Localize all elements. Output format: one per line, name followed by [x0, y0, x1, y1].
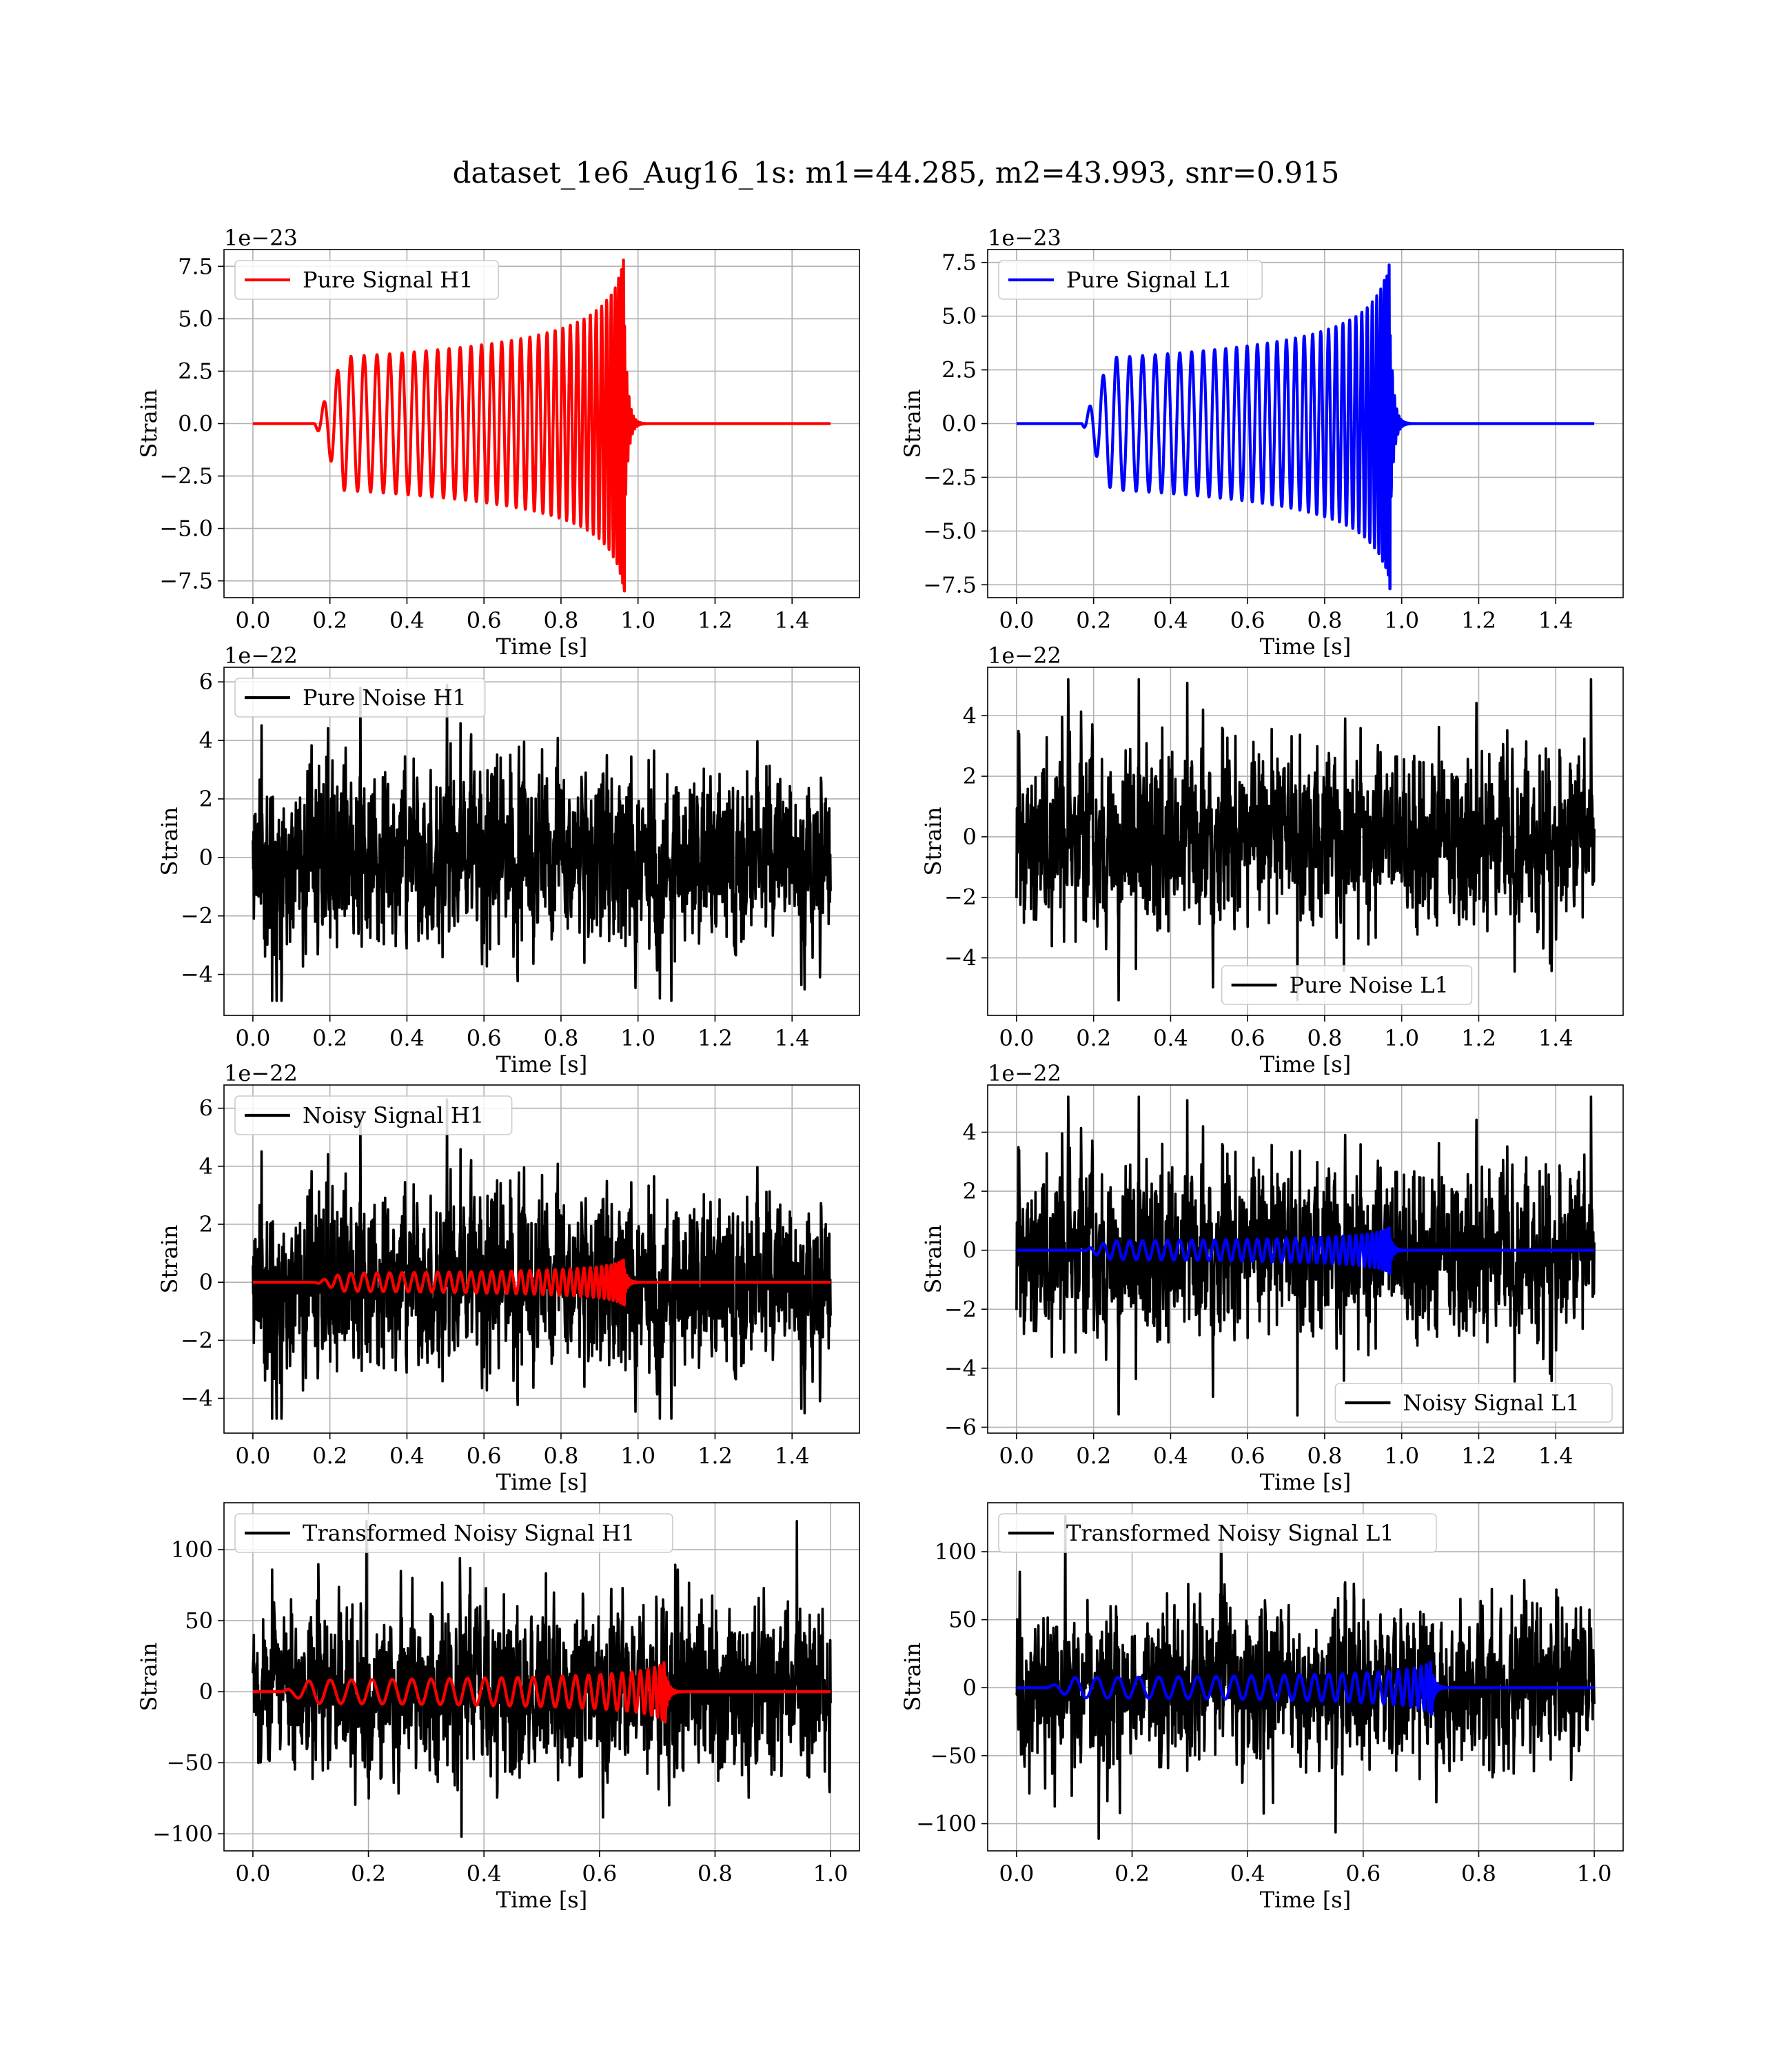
x-tick-label: 1.4	[774, 1025, 810, 1051]
x-tick-label: 0.6	[1230, 1025, 1265, 1051]
subplot-transformed-noisy-signal-h1	[136, 1503, 859, 1913]
legend-label: Noisy Signal H1	[303, 1102, 485, 1128]
y-axis-label: Strain	[920, 807, 946, 876]
x-tick-label: 0.0	[999, 607, 1035, 633]
y-tick-label: −4	[180, 1385, 213, 1412]
legend	[1335, 1383, 1612, 1422]
x-tick-label: 0.8	[1307, 1443, 1343, 1469]
y-tick-label: 5.0	[178, 305, 213, 332]
y-axis-label: Strain	[156, 1224, 183, 1294]
x-tick-label: 1.2	[698, 1025, 733, 1051]
plot-area	[253, 260, 831, 591]
x-axis-label: Time [s]	[496, 1887, 588, 1913]
x-tick-label: 0.0	[999, 1025, 1035, 1051]
y-tick-label: 4	[962, 1119, 977, 1146]
series-line-transformed-noisy-signal-l1	[1017, 1517, 1594, 1839]
x-tick-label: 1.0	[620, 1025, 656, 1051]
y-tick-label: −2	[180, 1327, 213, 1354]
subplot-pure-noise-h1	[156, 642, 859, 1077]
x-axis-label: Time [s]	[1259, 1887, 1352, 1913]
x-tick-label: 0.2	[1076, 1443, 1112, 1469]
x-tick-label: 0.0	[999, 1443, 1035, 1469]
x-tick-label: 0.4	[1152, 1025, 1188, 1051]
y-tick-label: 0	[198, 1679, 213, 1705]
legend-label: Pure Signal H1	[303, 267, 474, 293]
y-tick-label: 2	[198, 785, 213, 812]
x-axis-label: Time [s]	[1259, 1051, 1352, 1077]
x-tick-label: 0.8	[1461, 1861, 1496, 1887]
x-tick-label: 0.0	[235, 1861, 271, 1887]
legend	[235, 678, 485, 717]
x-tick-label: 1.0	[1576, 1861, 1612, 1887]
plot-area	[1017, 265, 1594, 589]
plot-area	[253, 685, 831, 1001]
x-tick-label: 0.2	[312, 607, 348, 633]
x-tick-label: 0.4	[1230, 1861, 1265, 1887]
x-axis-label: Time [s]	[1259, 633, 1352, 660]
series-line-noisy-signal-l1	[1017, 1097, 1594, 1415]
y-offset-text: 1e−23	[224, 225, 298, 251]
x-tick-label: 0.4	[389, 607, 425, 633]
y-tick-label: 2	[962, 763, 977, 790]
x-tick-label: 1.2	[698, 1443, 733, 1469]
legend-label: Pure Noise L1	[1289, 972, 1449, 998]
y-axis-label: Strain	[156, 807, 183, 876]
subplot-pure-signal-h1	[136, 225, 859, 660]
y-tick-label: 4	[198, 1153, 213, 1179]
series-line-pure-signal-l1	[1017, 265, 1594, 589]
y-tick-label: 50	[185, 1608, 213, 1634]
x-tick-label: 0.2	[312, 1025, 348, 1051]
x-tick-label: 0.6	[582, 1861, 618, 1887]
y-tick-label: −2.5	[923, 464, 977, 491]
x-tick-label: 0.0	[999, 1861, 1035, 1887]
subplot-transformed-noisy-signal-l1	[899, 1503, 1623, 1913]
x-tick-label: 1.2	[1461, 1025, 1496, 1051]
y-tick-label: 2	[962, 1178, 977, 1205]
x-tick-label: 0.8	[698, 1861, 733, 1887]
legend	[235, 1514, 673, 1552]
y-offset-text: 1e−22	[988, 1060, 1061, 1086]
x-axis-label: Time [s]	[496, 633, 588, 660]
plot-area	[1017, 1517, 1594, 1839]
x-tick-label: 0.6	[466, 1443, 502, 1469]
legend	[235, 1096, 512, 1135]
x-tick-label: 0.0	[235, 1025, 271, 1051]
x-tick-label: 0.2	[312, 1443, 348, 1469]
y-tick-label: 6	[198, 669, 213, 696]
series-line-pure-noise-l1	[1017, 680, 1594, 1000]
y-tick-label: −2.5	[159, 463, 213, 489]
plot-area	[253, 1099, 831, 1419]
subplot-pure-signal-l1	[899, 225, 1623, 660]
y-tick-label: 0	[962, 1237, 977, 1264]
legend-label: Transformed Noisy Signal L1	[1066, 1520, 1394, 1546]
legend	[999, 1514, 1436, 1552]
y-tick-label: −2	[944, 1296, 977, 1323]
y-tick-label: 4	[198, 727, 213, 754]
x-tick-label: 1.2	[698, 607, 733, 633]
subplot-pure-noise-l1	[920, 642, 1623, 1077]
legend-label: Transformed Noisy Signal H1	[303, 1520, 635, 1546]
x-tick-label: 1.0	[1384, 1443, 1420, 1469]
series-line-noisy-signal-h1	[253, 1099, 831, 1419]
x-tick-label: 1.4	[1538, 1443, 1574, 1469]
y-tick-label: −2	[944, 884, 977, 911]
x-tick-label: 1.4	[1538, 1025, 1574, 1051]
y-offset-text: 1e−22	[224, 1060, 298, 1086]
series-line-pure-noise-h1	[253, 685, 831, 1001]
y-tick-label: −7.5	[923, 571, 977, 598]
x-tick-label: 0.2	[351, 1861, 386, 1887]
plot-area	[253, 1521, 831, 1837]
x-tick-label: 0.4	[389, 1443, 425, 1469]
x-tick-label: 0.6	[1345, 1861, 1381, 1887]
series-line-transformed-noisy-signal-h1	[253, 1521, 831, 1837]
x-tick-label: 1.0	[813, 1861, 848, 1887]
x-tick-label: 0.2	[1076, 607, 1112, 633]
x-tick-label: 0.2	[1114, 1861, 1150, 1887]
x-tick-label: 0.8	[543, 1443, 579, 1469]
x-tick-label: 1.2	[1461, 1443, 1496, 1469]
y-tick-label: 6	[198, 1095, 213, 1122]
y-tick-label: −6	[944, 1414, 977, 1441]
plot-area	[1017, 680, 1594, 1000]
y-tick-label: 0	[198, 844, 213, 871]
y-tick-label: 4	[962, 702, 977, 729]
x-tick-label: 0.2	[1076, 1025, 1112, 1051]
y-offset-text: 1e−23	[988, 225, 1061, 251]
x-tick-label: 0.4	[1152, 607, 1188, 633]
x-tick-label: 0.6	[1230, 1443, 1265, 1469]
y-axis-label: Strain	[920, 1224, 946, 1294]
legend-label: Noisy Signal L1	[1403, 1390, 1580, 1416]
y-offset-text: 1e−22	[988, 642, 1061, 669]
y-tick-label: −7.5	[159, 567, 213, 594]
x-tick-label: 0.4	[389, 1025, 425, 1051]
x-tick-label: 1.4	[1538, 607, 1574, 633]
y-tick-label: −100	[152, 1821, 213, 1847]
y-axis-label: Strain	[136, 389, 162, 458]
x-tick-label: 0.6	[1230, 607, 1265, 633]
x-axis-label: Time [s]	[496, 1469, 588, 1495]
x-tick-label: 0.4	[466, 1861, 502, 1887]
x-tick-label: 0.8	[543, 607, 579, 633]
y-tick-label: −100	[916, 1810, 977, 1837]
x-tick-label: 0.6	[466, 607, 502, 633]
y-axis-label: Strain	[899, 1642, 926, 1712]
x-tick-label: 1.2	[1461, 607, 1496, 633]
legend	[235, 261, 498, 299]
x-tick-label: 0.8	[543, 1025, 579, 1051]
y-tick-label: −50	[930, 1742, 977, 1769]
y-tick-label: 0.0	[941, 410, 977, 437]
x-tick-label: 1.0	[1384, 1025, 1420, 1051]
plot-area	[1017, 1097, 1594, 1415]
series-line-pure-signal-h1	[253, 260, 831, 591]
y-tick-label: −4	[944, 944, 977, 971]
x-tick-label: 0.8	[1307, 1025, 1343, 1051]
x-tick-label: 0.0	[235, 607, 271, 633]
y-axis-label: Strain	[136, 1642, 162, 1712]
figure-title: dataset_1e6_Aug16_1s: m1=44.285, m2=43.993, snr=0.915	[452, 156, 1340, 190]
y-tick-label: −5.0	[159, 515, 213, 542]
x-tick-label: 1.0	[1384, 607, 1420, 633]
y-tick-label: 50	[948, 1606, 977, 1633]
x-tick-label: 1.0	[620, 607, 656, 633]
x-tick-label: 0.4	[1152, 1443, 1188, 1469]
legend-label: Pure Noise H1	[303, 685, 467, 711]
y-tick-label: 2	[198, 1211, 213, 1237]
y-tick-label: −2	[180, 902, 213, 929]
y-tick-label: 5.0	[941, 303, 977, 330]
x-axis-label: Time [s]	[1259, 1469, 1352, 1495]
subplot-noisy-signal-h1	[156, 1060, 859, 1495]
y-tick-label: 0	[198, 1269, 213, 1296]
legend	[999, 261, 1262, 299]
legend	[1222, 966, 1472, 1004]
x-axis-label: Time [s]	[496, 1051, 588, 1077]
x-tick-label: 0.8	[1307, 607, 1343, 633]
y-tick-label: −5.0	[923, 518, 977, 545]
y-tick-label: 0.0	[178, 410, 213, 437]
y-tick-label: 2.5	[941, 356, 977, 383]
x-tick-label: 0.6	[466, 1025, 502, 1051]
y-tick-label: 2.5	[178, 358, 213, 385]
y-tick-label: 100	[170, 1537, 213, 1563]
x-tick-label: 1.0	[620, 1443, 656, 1469]
y-axis-label: Strain	[899, 389, 926, 458]
y-tick-label: −4	[180, 961, 213, 988]
y-tick-label: −4	[944, 1355, 977, 1381]
subplot-noisy-signal-l1	[920, 1060, 1623, 1495]
legend-label: Pure Signal L1	[1066, 267, 1232, 293]
x-tick-label: 1.4	[774, 1443, 810, 1469]
y-tick-label: 0	[962, 1674, 977, 1701]
x-tick-label: 0.0	[235, 1443, 271, 1469]
y-tick-label: 7.5	[941, 249, 977, 276]
y-tick-label: 100	[934, 1539, 977, 1565]
y-offset-text: 1e−22	[224, 642, 298, 669]
y-tick-label: −50	[166, 1750, 213, 1776]
x-tick-label: 1.4	[774, 607, 810, 633]
y-tick-label: 7.5	[178, 253, 213, 280]
y-tick-label: 0	[962, 823, 977, 850]
